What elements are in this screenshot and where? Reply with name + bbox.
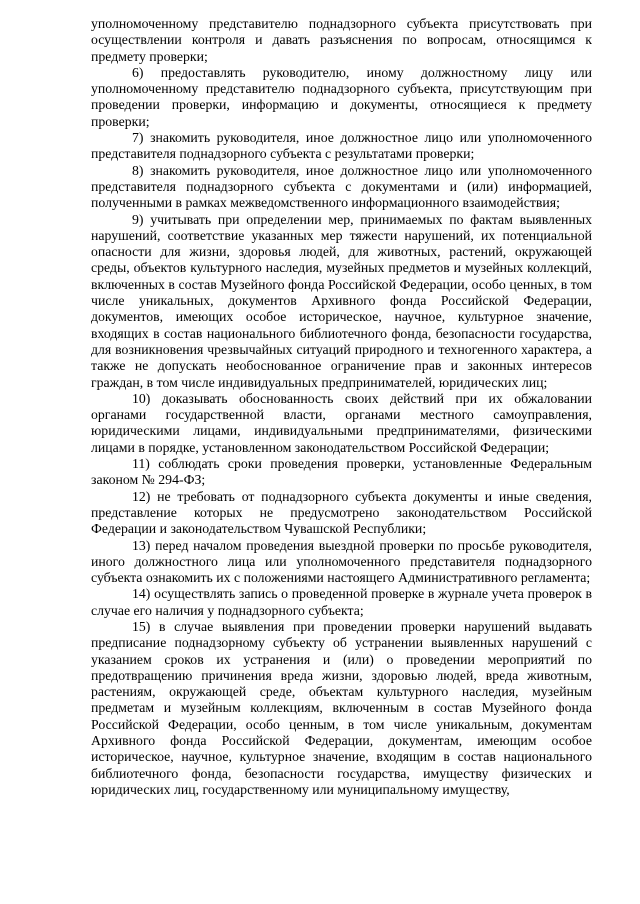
item-number: 10) [132, 390, 151, 406]
item-number: 9) [132, 211, 144, 227]
item-number: 15) [132, 618, 151, 634]
item-number: 12) [132, 488, 151, 504]
paragraph-text: осуществлять запись о проведенной проверке в журнале учета проверок в случае его наличия у поднадзорного субъекта; [91, 586, 592, 618]
paragraph-text: доказывать обоснованность своих действий при их обжаловании органами государственной власти, органами местного самоуправления, юридическими лицами, индивидуальными предпринимателями, физическими лицами в порядке, установленном законодательством Российской Федерации; [91, 390, 592, 455]
item-number: 11) [132, 456, 150, 472]
paragraph-item-10 [91, 391, 592, 456]
paragraph-item-14 [91, 586, 592, 619]
paragraph-text: уполномоченному представителю поднадзорного субъекта присутствовать при осуществлении контроля и давать разъяснения по вопросам, относящимся к предмету проверки; [91, 16, 592, 64]
paragraph-text: в случае выявления при проведении проверки нарушений выдавать предписание поднадзорному субъекту об устранении выявленных нарушений с указанием сроков их устранения и (или) о проведении мероприятий по предотвращению причинения вреда жизни, здоровью людей, вреда животным, растениям, окружающей среде, объектам культурного наследия, музейным предметам и музейным коллекциям, включенным в состав Музейного фонда Российской Федерации, особо ценным, в том числе уникальным, документам Архивного фонда Российской Федерации, документам, имеющим особое историческое, научное, культурное значение, входящим в состав национального библиотечного фонда, безопасности государства, имуществу физических и юридических лиц, государственному или муниципальному имуществу, [91, 618, 592, 797]
paragraph-continuation [91, 16, 592, 65]
paragraph-text: знакомить руководителя, иное должностное лицо или уполномоченного представителя поднадзорного субъекта с результатами проверки; [91, 130, 592, 162]
paragraph-text: соблюдать сроки проведения проверки, установленные Федеральным законом № 294-ФЗ; [91, 456, 593, 488]
item-number: 14) [132, 586, 151, 602]
paragraph-item-9 [91, 212, 592, 391]
paragraph-text: учитывать при определении мер, принимаемых по фактам выявленных нарушений, соответствие указанных мер тяжести нарушений, их потенциальной опасности для жизни, здоровья людей, для животных, растений, окружающей среды, объектов культурного наследия, музейных предметов и музейных коллекций, включенных в состав Музейного фонда Российской Федерации, особо ценных, в том числе уникальных, документов Архивного фонда Российской Федерации, документов, имеющих особое историческое, научное, культурное значение, входящих в состав национального библиотечного фонда, безопасности государства, для возникновения чрезвычайных ситуаций природного и техногенного характера, а также не допускать необоснованное ограничение прав и законных интересов граждан, в том числе индивидуальных предпринимателей, юридических лиц; [91, 211, 592, 390]
paragraph-text: знакомить руководителя, иное должностное лицо или уполномоченного представителя поднадзорного субъекта с документами и (или) информацией, полученными в рамках межведомственного информационного взаимодействия; [91, 162, 592, 211]
item-number: 6) [132, 64, 144, 80]
paragraph-item-15 [91, 619, 592, 798]
item-number: 8) [132, 162, 144, 178]
paragraph-item-8 [91, 163, 592, 212]
item-number: 7) [132, 130, 144, 146]
paragraph-text: не требовать от поднадзорного субъекта документы и иные сведения, представление которых не предусмотрено законодательством Российской Федерации и законодательством Чувашской Республики; [91, 488, 593, 537]
paragraph-item-13 [91, 538, 592, 587]
paragraph-item-6 [91, 65, 592, 130]
paragraph-text: предоставлять руководителю, иному должностному лицу или уполномоченному представителю поднадзорного субъекта, присутствующим при проведении проверки, информацию и документы, относящиеся к предмету проверки; [91, 64, 593, 129]
paragraph-text: перед началом проведения выездной проверки по просьбе руководителя, иного должностного лица или уполномоченного представителя поднадзорного субъекта ознакомить их с положениями настоящего Административного регламента; [91, 537, 592, 586]
paragraph-item-7 [91, 130, 592, 163]
paragraph-item-11 [91, 456, 592, 489]
item-number: 13) [132, 537, 151, 553]
paragraph-item-12 [91, 489, 592, 538]
